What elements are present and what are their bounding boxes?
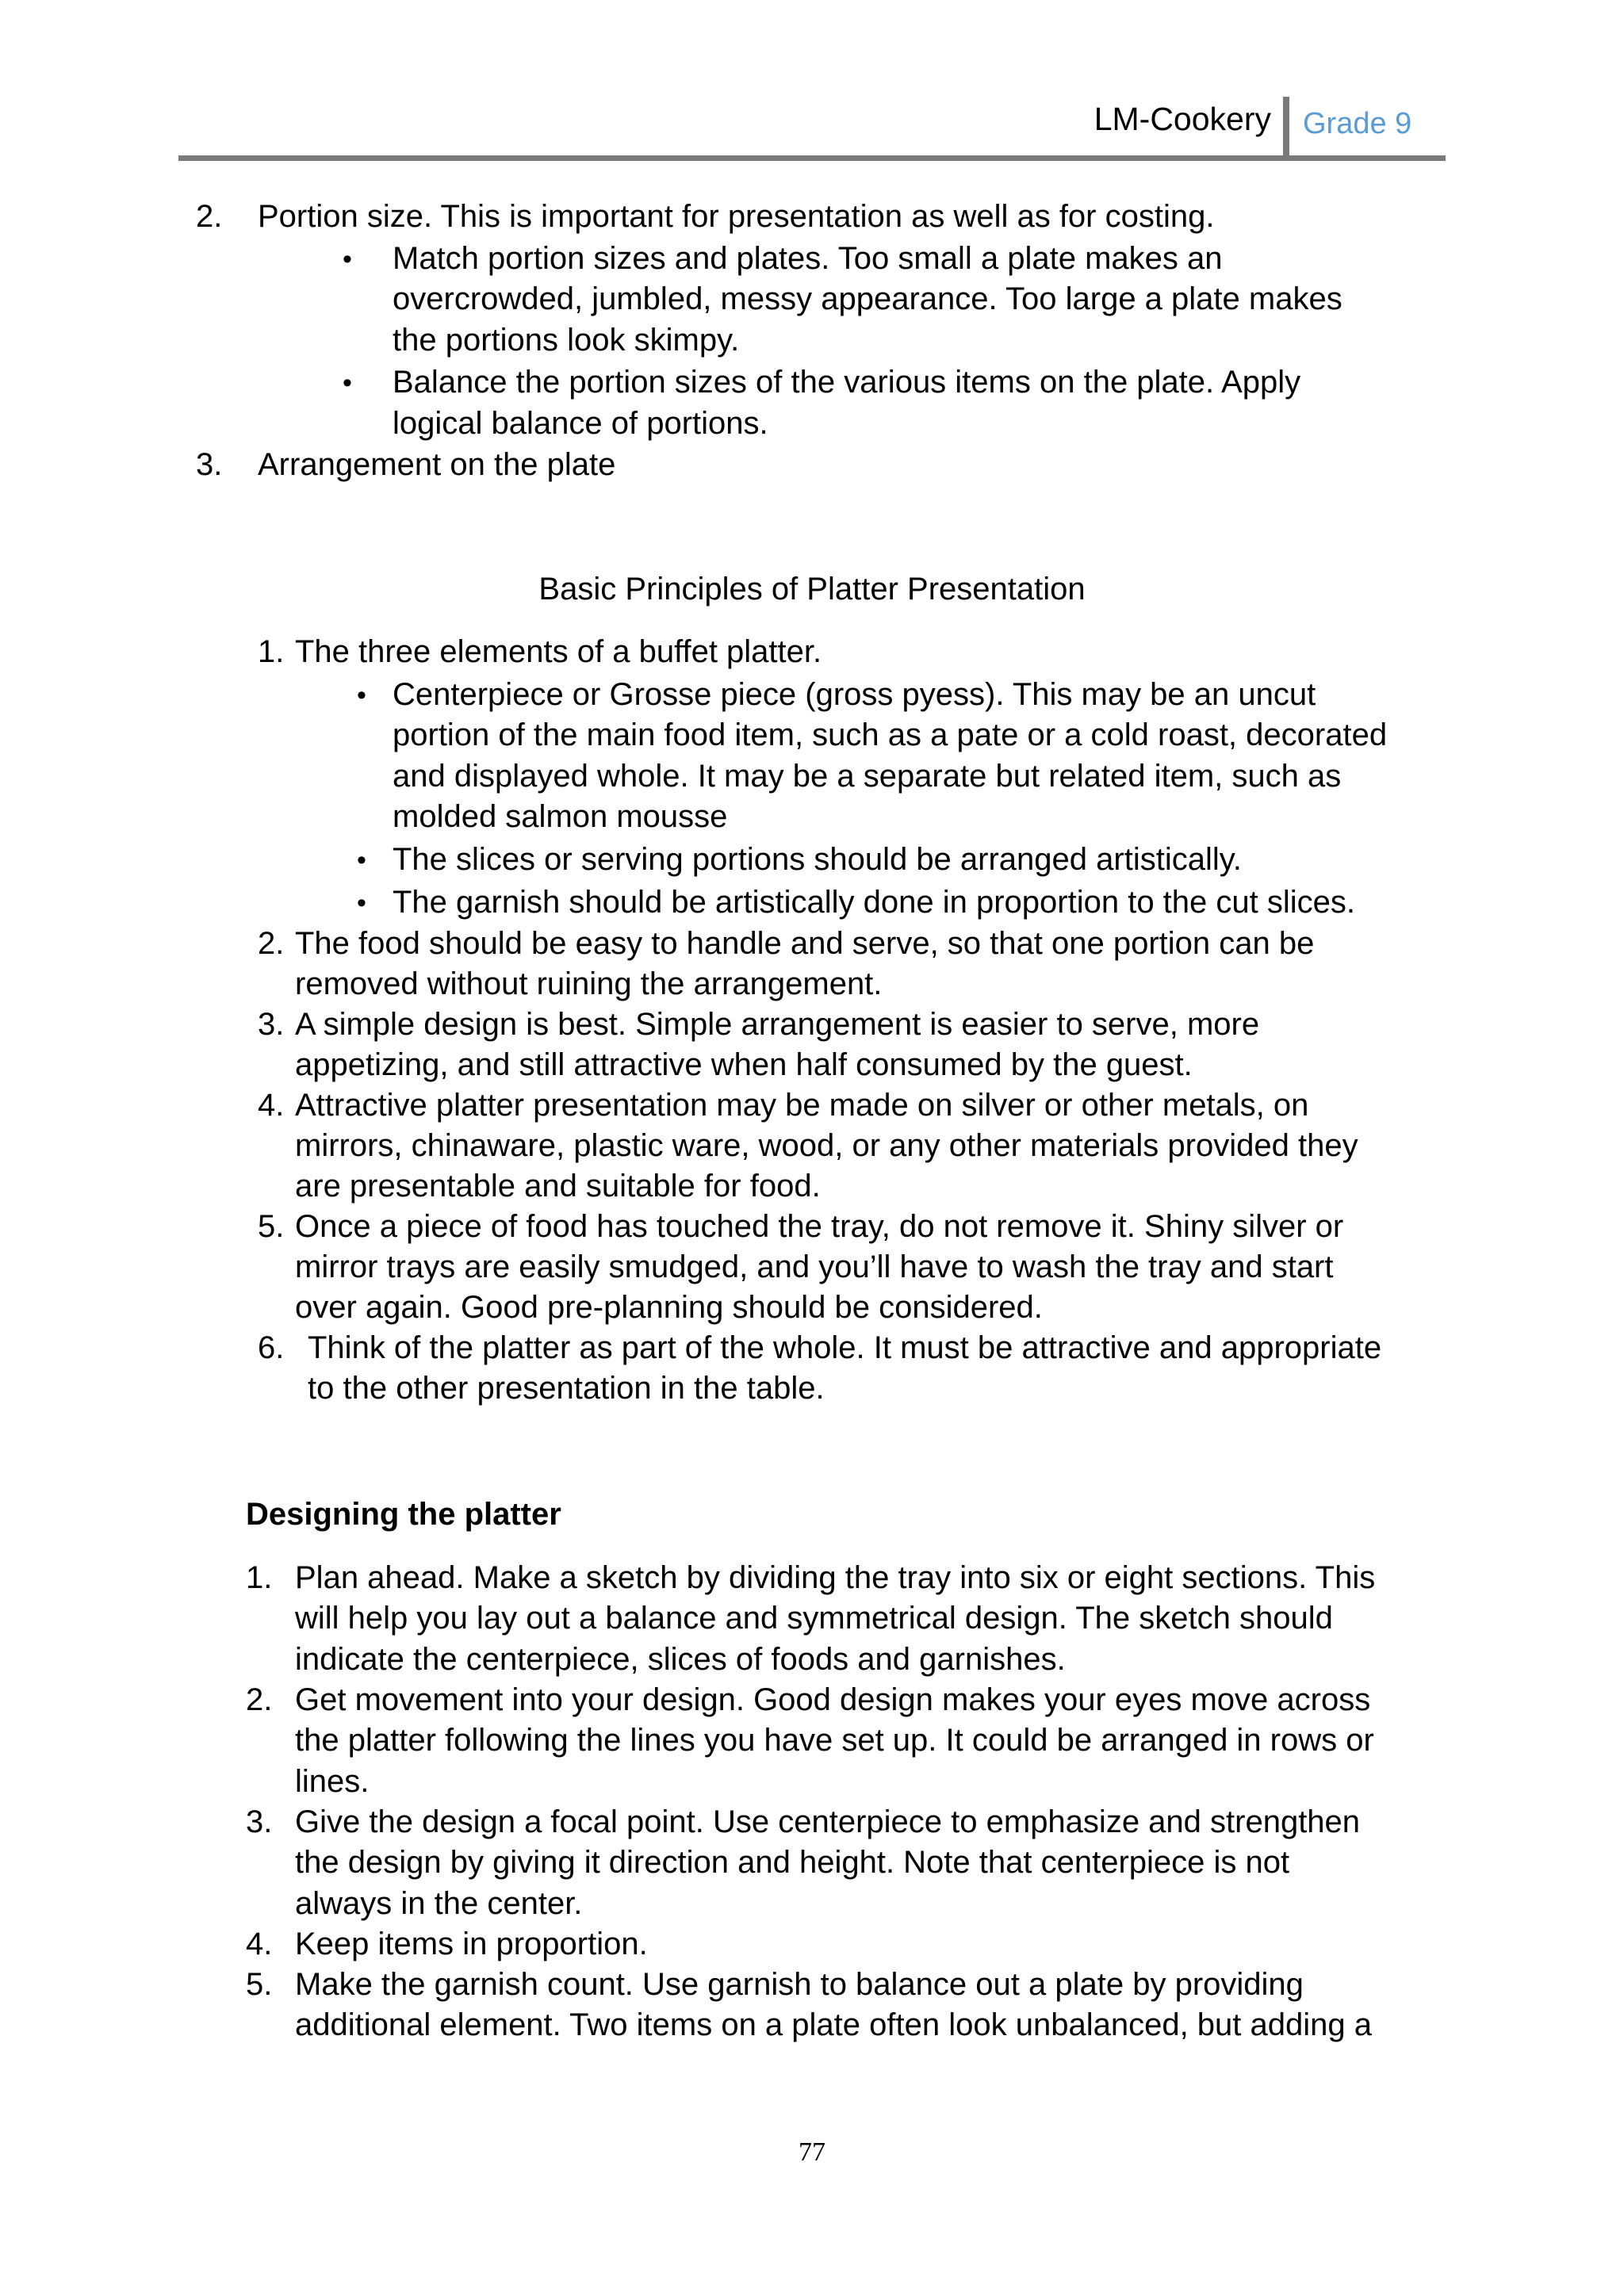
list-item-text: Plan ahead. Make a sketch by dividing the tray into six or eight sections. This [295, 1560, 1376, 1595]
header-title: LM-Cookery [1094, 101, 1271, 137]
list-item-text: Keep items in proportion. [295, 1927, 648, 1961]
list-item-text: lines. [295, 1764, 370, 1799]
bullet-line: and displayed whole. It may be a separate but related item, such as [393, 759, 1342, 794]
list-number: 5. [246, 1967, 273, 2002]
bullet-line: portion of the main food item, such as a pate or a cold roast, decorated [393, 718, 1388, 752]
bullet-line: the portions look skimpy. [393, 323, 740, 358]
bullet-line: Balance the portion sizes of the various items on the plate. Apply [393, 365, 1301, 400]
bullet-icon: • [357, 888, 366, 918]
list-item-text: A simple design is best. Simple arrangement is easier to serve, more [295, 1007, 1260, 1042]
bullet-line: The garnish should be artistically done in proportion to the cut slices. [393, 885, 1356, 920]
list-number: 5. [258, 1209, 285, 1244]
list-item-text: Arrangement on the plate [258, 447, 616, 482]
list-item-text: mirror trays are easily smudged, and you’ll have to wash the tray and start [295, 1249, 1334, 1284]
list-number: 3. [196, 447, 223, 482]
list-item-text: The food should be easy to handle and serve, so that one portion can be [295, 926, 1315, 961]
header-rule [178, 155, 1446, 161]
list-item-text: removed without ruining the arrangement. [295, 966, 883, 1001]
list-item-text: Once a piece of food has touched the tray, do not remove it. Shiny silver or [295, 1209, 1344, 1244]
bullet-line: overcrowded, jumbled, messy appearance. Too large a plate makes [393, 281, 1342, 316]
bullet-icon: • [357, 680, 366, 710]
list-item-text: will help you lay out a balance and symmetrical design. The sketch should [295, 1601, 1333, 1636]
list-number: 2. [246, 1682, 273, 1717]
bullet-icon: • [357, 845, 366, 875]
list-item-text: Make the garnish count. Use garnish to balance out a plate by providing [295, 1967, 1304, 2002]
header-divider [1283, 97, 1289, 159]
list-item-text: The three elements of a buffet platter. [295, 634, 822, 669]
list-item-text: Get movement into your design. Good design makes your eyes move across [295, 1682, 1371, 1717]
list-number: 3. [246, 1804, 273, 1839]
list-item-text: always in the center. [295, 1886, 583, 1921]
bullet-line: logical balance of portions. [393, 406, 768, 441]
list-item-text: Think of the platter as part of the whole. It must be attractive and appropriate [308, 1330, 1382, 1365]
list-number: 3. [258, 1007, 285, 1042]
list-number: 4. [258, 1088, 285, 1123]
list-item-text: additional element. Two items on a plate often look unbalanced, but adding a [295, 2007, 1372, 2042]
list-item-text: Give the design a focal point. Use centerpiece to emphasize and strengthen [295, 1804, 1361, 1839]
list-item-text: the design by giving it direction and height. Note that centerpiece is not [295, 1845, 1290, 1880]
bullet-line: The slices or serving portions should be arranged artistically. [393, 842, 1242, 877]
list-number: 6. [258, 1330, 285, 1365]
list-number: 1. [246, 1560, 273, 1595]
list-number: 4. [246, 1927, 273, 1961]
list-number: 1. [258, 634, 285, 669]
list-item-text: the platter following the lines you have set up. It could be arranged in rows or [295, 1723, 1374, 1758]
list-number: 2. [258, 926, 285, 961]
list-item-text: mirrors, chinaware, plastic ware, wood, or any other materials provided they [295, 1128, 1358, 1163]
list-item-text: over again. Good pre-planning should be considered. [295, 1290, 1043, 1325]
bullet-icon: • [343, 368, 352, 398]
section-heading: Designing the platter [246, 1497, 561, 1532]
list-item-text: Portion size. This is important for presentation as well as for costing. [258, 199, 1215, 234]
list-number: 2. [196, 199, 223, 234]
list-item-text: to the other presentation in the table. [308, 1371, 825, 1406]
bullet-icon: • [343, 244, 352, 274]
list-item-text: indicate the centerpiece, slices of foods and garnishes. [295, 1642, 1066, 1677]
list-item-text: appetizing, and still attractive when half consumed by the guest. [295, 1047, 1193, 1082]
bullet-line: Centerpiece or Grosse piece (gross pyess). This may be an uncut [393, 677, 1316, 712]
bullet-line: molded salmon mousse [393, 799, 728, 834]
list-item-text: are presentable and suitable for food. [295, 1169, 821, 1203]
section-heading: Basic Principles of Platter Presentation [538, 572, 1086, 607]
header-grade: Grade 9 [1303, 107, 1412, 140]
bullet-line: Match portion sizes and plates. Too small a plate makes an [393, 241, 1223, 276]
page-number: 77 [799, 2137, 825, 2167]
list-item-text: Attractive platter presentation may be made on silver or other metals, on [295, 1088, 1309, 1123]
